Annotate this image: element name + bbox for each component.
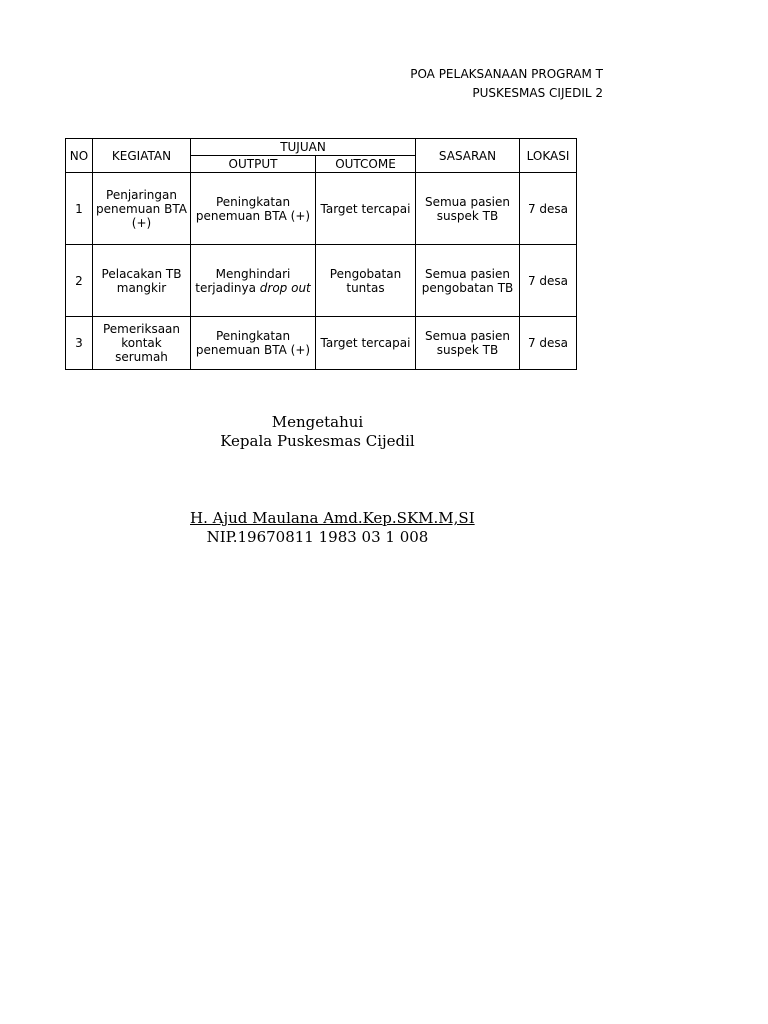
header-no: NO (66, 139, 93, 173)
signature-name: H. Ajud Maulana Amd.Kep.SKM.M,SI (190, 509, 475, 527)
header-sasaran: SASARAN (416, 139, 520, 173)
cell-kegiatan: Pelacakan TB mangkir (93, 245, 191, 317)
cell-output: Peningkatan penemuan BTA (+) (191, 173, 316, 245)
header-outcome: OUTCOME (316, 156, 416, 173)
header-tujuan: TUJUAN (191, 139, 416, 156)
table-header-row (66, 139, 577, 156)
cell-outcome: Target tercapai (316, 317, 416, 370)
cell-no: 1 (66, 173, 93, 245)
cell-no: 3 (66, 317, 93, 370)
poa-table (65, 138, 577, 370)
cell-output (191, 245, 316, 317)
table-row (66, 317, 577, 370)
cell-outcome: Target tercapai (316, 173, 416, 245)
table-row (66, 173, 577, 245)
cell-kegiatan: Pemeriksaan kontak serumah (93, 317, 191, 370)
header-lokasi: LOKASI (520, 139, 577, 173)
header-output: OUTPUT (191, 156, 316, 173)
cell-outcome: Pengobatan tuntas (316, 245, 416, 317)
document-subtitle: PUSKESMAS CIJEDIL 2 (472, 86, 603, 100)
cell-sasaran: Semua pasien suspek TB (416, 317, 520, 370)
signature-acknowledged: Mengetahui (271, 413, 364, 431)
signature-position: Kepala Puskesmas Cijedil (220, 432, 415, 450)
cell-lokasi: 7 desa (520, 245, 577, 317)
cell-lokasi: 7 desa (520, 317, 577, 370)
cell-kegiatan: Penjaringan penemuan BTA (+) (93, 173, 191, 245)
document-title: POA PELAKSANAAN PROGRAM T (410, 67, 603, 81)
cell-lokasi: 7 desa (520, 173, 577, 245)
table-row (66, 245, 577, 317)
cell-no: 2 (66, 245, 93, 317)
signature-nip: NIP.19670811 1983 03 1 008 (206, 528, 429, 546)
cell-sasaran: Semua pasien suspek TB (416, 173, 520, 245)
header-kegiatan: KEGIATAN (93, 139, 191, 173)
cell-output-text: Menghindari terjadinya (195, 266, 291, 295)
cell-sasaran: Semua pasien pengobatan TB (416, 245, 520, 317)
cell-output-italic: drop out (259, 280, 311, 295)
cell-output: Peningkatan penemuan BTA (+) (191, 317, 316, 370)
